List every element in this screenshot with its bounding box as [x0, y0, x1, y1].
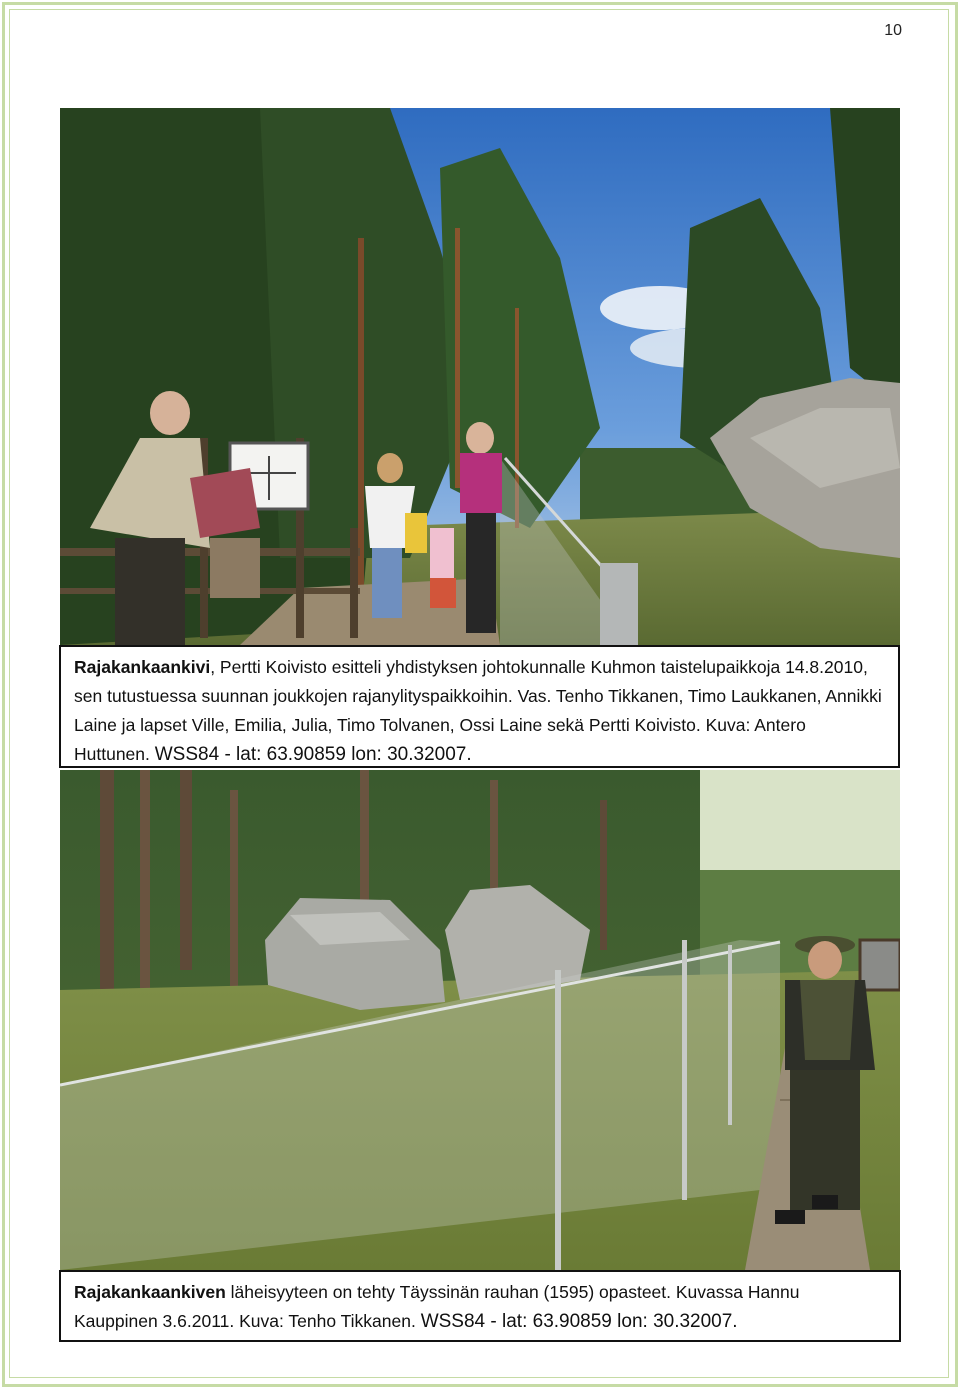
caption-text: , Pertti Koivisto esitteli yhdistyksen johtokunnalle Kuhmon taistelupaikkoja 14.8.2010, sen tutustuessa suunnan joukkojen rajanylityspaikkoihin. Vas. Tenho Tikkanen, Timo Laukkanen, Annikki Laine ja lapset Ville, Emilia, Julia, Timo Tolvanen, Ossi Laine sekä Pertti Koivisto. Kuva: Antero Huttunen.	[74, 657, 882, 764]
photo-caption-2	[59, 1270, 901, 1342]
caption-title: Rajakankaankiven	[74, 1282, 226, 1302]
photo-caption-1	[59, 645, 900, 768]
page-number: 10	[884, 22, 902, 39]
caption-coordinates: WSS84 - lat: 63.90859 lon: 30.32007.	[154, 744, 472, 765]
fence-boardwalk-photo	[60, 770, 900, 1270]
caption-text: läheisyyteen on tehty Täyssinän rauhan (1595) opasteet. Kuvassa Hannu Kauppinen 3.6.2011. Kuva: Tenho Tikkanen.	[74, 1282, 800, 1331]
caption-coordinates: WSS84 - lat: 63.90859 lon: 30.32007.	[420, 1311, 738, 1332]
boulder-group-photo	[60, 108, 900, 645]
caption-title: Rajakankaankivi	[74, 657, 211, 677]
